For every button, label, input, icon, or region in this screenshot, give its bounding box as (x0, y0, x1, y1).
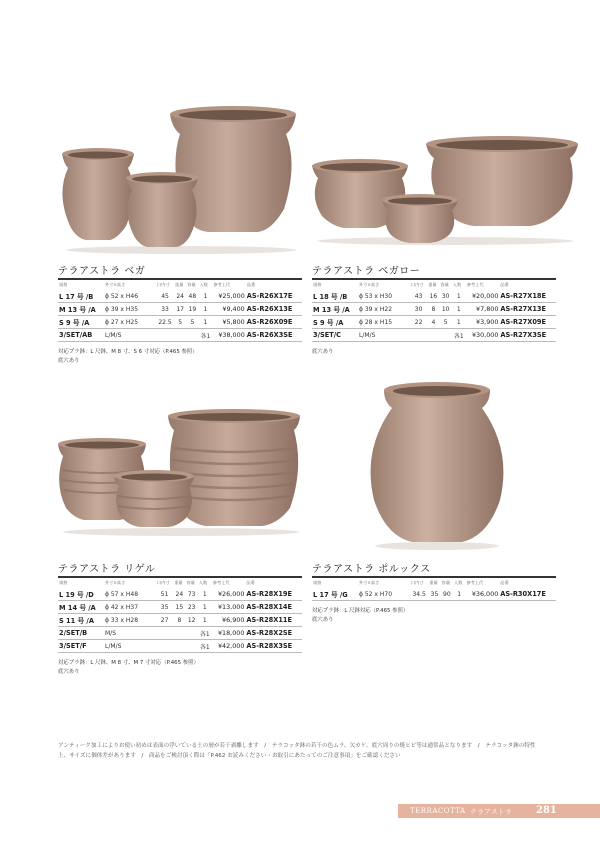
cell-size: L/M/S (104, 640, 156, 653)
cell-capacity: 5 (440, 316, 452, 329)
cell-price: ¥36,000 (465, 588, 499, 601)
product-title: テラアストラ リゲル (58, 560, 302, 578)
cell-qty: 各1 (198, 640, 212, 653)
cell-weight (173, 627, 185, 640)
cell-size: ϕ 28 x H15 (358, 316, 410, 329)
cell-grade: M 13 号 /A (58, 303, 104, 316)
cell-mouth: 43 (410, 290, 427, 303)
col-header: 規格 (313, 282, 322, 287)
col-header: 口内寸 (157, 580, 170, 585)
cell-price: ¥13,000 (212, 601, 246, 614)
cell-code: AS-R27X18E (499, 290, 556, 303)
cell-capacity: 48 (186, 290, 198, 303)
cell-qty: 1 (198, 614, 212, 627)
cell-qty: 各1 (198, 329, 212, 342)
product-photo-pollux (362, 380, 512, 550)
product-note (58, 659, 302, 677)
cell-price: ¥3,900 (466, 316, 500, 329)
cell-grade: M 13 号 /A (312, 303, 358, 316)
product-title: テラアストラ ベガ (58, 262, 302, 280)
page-number: 281 (536, 805, 557, 816)
cell-weight (174, 329, 186, 342)
table-header-row (58, 578, 302, 588)
cell-grade: L 18 号 /B (312, 290, 358, 303)
product-rigel (58, 560, 302, 677)
cell-price: ¥25,000 (212, 290, 245, 303)
table-header-row (312, 578, 556, 588)
cell-size: ϕ 52 x H46 (104, 290, 156, 303)
cell-price: ¥9,400 (212, 303, 245, 316)
product-photo-rigel (56, 408, 306, 536)
product-note (312, 348, 556, 357)
cell-price: ¥5,800 (212, 316, 245, 329)
col-header: 品番 (500, 282, 509, 287)
cell-grade: L 17 号 /G (312, 588, 358, 601)
col-header: 規格 (313, 580, 322, 585)
product-photo-vega (58, 104, 304, 254)
cell-weight: 35 (428, 588, 440, 601)
table-row (312, 290, 556, 303)
cell-price: ¥26,000 (212, 588, 246, 601)
cell-weight: 24 (173, 588, 185, 601)
col-header: 品番 (246, 282, 256, 287)
cell-mouth: 27 (156, 614, 173, 627)
col-header: 品番 (500, 580, 509, 585)
col-header: 口内寸 (411, 282, 424, 287)
table-row (58, 329, 302, 342)
cell-qty: 1 (453, 588, 465, 601)
col-header: 外寸×高さ (359, 282, 380, 287)
footer-notice: アンティーク加工によりお使い初めは表面の浮いている土の層が若干剥離します / テラコッタ鉢の若干の色ムラ、欠カケ、底穴周りの焼ヒビ等は通常品となります / テラコッタ鉢の特性上、サイズに個体差があります / 商品をご検討頂く際は「P.462 お読みください・お取引にあたってのご注意事項」をご確認ください (58, 743, 536, 759)
cell-price: ¥6,900 (212, 614, 246, 627)
cell-size: ϕ 53 x H30 (358, 290, 410, 303)
cell-mouth: 45 (156, 290, 174, 303)
cell-qty: 1 (198, 316, 212, 329)
col-header: 外寸×高さ (359, 580, 380, 585)
cell-size: ϕ 57 x H48 (104, 588, 156, 601)
cell-price: ¥30,000 (466, 329, 500, 342)
cell-grade: S 11 号 /A (58, 614, 104, 627)
cell-size: ϕ 39 x H22 (358, 303, 410, 316)
product-vega (58, 262, 302, 366)
col-header: 参考上代 (212, 580, 230, 585)
col-header: 容量 (440, 282, 449, 287)
cell-code: AS-R30X17E (499, 588, 556, 601)
drain-hole-note: 底穴あり (58, 669, 80, 675)
drain-hole-note: 底穴あり (312, 617, 334, 623)
cell-size: L/M/S (358, 329, 410, 342)
cell-code: AS-R28X11E (245, 614, 302, 627)
cell-price: ¥18,000 (212, 627, 246, 640)
cell-code: AS-R27X3SE (499, 329, 556, 342)
col-header: 規格 (59, 282, 68, 287)
cell-qty: 1 (452, 316, 466, 329)
product-note (312, 607, 556, 625)
cell-capacity: 90 (441, 588, 453, 601)
drain-hole-note: 底穴あり (312, 349, 334, 355)
cell-weight (427, 329, 439, 342)
product-vega-low (312, 262, 556, 357)
cell-weight (173, 640, 185, 653)
table-header-row (58, 280, 302, 290)
cell-grade: M 14 号 /A (58, 601, 104, 614)
product-title: テラアストラ ポルックス (312, 560, 556, 578)
col-header: 重量 (174, 580, 183, 585)
cell-capacity: 19 (186, 303, 198, 316)
cell-mouth (156, 329, 174, 342)
cell-code: AS-R26X3SE (246, 329, 302, 342)
cell-qty: 1 (198, 303, 212, 316)
col-header: 参考上代 (213, 282, 231, 287)
cell-code: AS-R26X09E (246, 316, 302, 329)
cell-code: AS-R26X13E (246, 303, 302, 316)
spec-table (312, 578, 556, 601)
product-note (58, 348, 302, 366)
col-header: 入数 (454, 580, 463, 585)
cell-code: AS-R28X19E (245, 588, 302, 601)
col-header: 入数 (198, 580, 208, 585)
cell-weight: 15 (173, 601, 185, 614)
cell-weight: 16 (427, 290, 439, 303)
cell-capacity (186, 627, 198, 640)
col-header: 容量 (186, 580, 195, 585)
cell-price: ¥20,000 (466, 290, 500, 303)
cell-price: ¥38,000 (212, 329, 245, 342)
cell-size: ϕ 27 x H25 (104, 316, 156, 329)
cell-weight: 8 (427, 303, 439, 316)
compat-note: 対応プラ鉢：L 尺鉢、M 8 寸、M 7 寸対応（P.465 参照） (58, 660, 199, 666)
cell-qty: 1 (198, 290, 212, 303)
cell-code: AS-R28X14E (245, 601, 302, 614)
spec-table (312, 280, 556, 342)
cell-size: ϕ 42 x H37 (104, 601, 156, 614)
cell-mouth: 34.5 (410, 588, 428, 601)
table-row (58, 640, 302, 653)
cell-capacity: 5 (186, 316, 198, 329)
cell-capacity: 10 (440, 303, 452, 316)
table-row (58, 627, 302, 640)
cell-weight: 5 (174, 316, 186, 329)
cell-mouth: 51 (156, 588, 173, 601)
cell-size: M/S (104, 627, 156, 640)
cell-grade: 2/SET/B (58, 627, 104, 640)
table-row (312, 303, 556, 316)
cell-capacity: 23 (186, 601, 198, 614)
table-row (58, 316, 302, 329)
cell-code: AS-R27X09E (499, 316, 556, 329)
table-row (312, 329, 556, 342)
cell-qty: 1 (452, 290, 466, 303)
cell-size: ϕ 52 x H70 (358, 588, 410, 601)
col-header: 外寸×高さ (105, 580, 126, 585)
table-row (58, 303, 302, 316)
cell-weight: 24 (174, 290, 186, 303)
col-header: 外寸×高さ (105, 282, 126, 287)
cell-mouth: 22 (410, 316, 427, 329)
cell-weight: 8 (173, 614, 185, 627)
cell-weight: 4 (427, 316, 439, 329)
table-header-row (312, 280, 556, 290)
cell-size: ϕ 33 x H28 (104, 614, 156, 627)
cell-mouth (410, 329, 427, 342)
col-header: 規格 (59, 580, 68, 585)
col-header: 重量 (429, 580, 438, 585)
col-header: 入数 (452, 282, 462, 287)
product-title: テラアストラ ベガロー (312, 262, 556, 280)
product-photo-vega-low (310, 134, 580, 246)
cell-qty: 1 (198, 601, 212, 614)
series-label: テラアストラ (470, 808, 512, 816)
cell-mouth: 30 (410, 303, 427, 316)
cell-qty: 各1 (198, 627, 212, 640)
cell-capacity: 30 (440, 290, 452, 303)
cell-qty: 1 (452, 303, 466, 316)
cell-price: ¥42,000 (212, 640, 246, 653)
col-header: 参考上代 (466, 580, 484, 585)
compat-note: 対応プラ鉢：L 尺鉢対応（P.465 参照） (312, 608, 409, 614)
cell-grade: 3/SET/AB (58, 329, 104, 342)
table-row (58, 614, 302, 627)
cell-grade: L 19 号 /D (58, 588, 104, 601)
col-header: 容量 (441, 580, 451, 585)
cell-grade: 3/SET/F (58, 640, 104, 653)
spec-table (58, 578, 302, 653)
drain-hole-note: 底穴あり (58, 358, 80, 364)
col-header: 口内寸 (411, 580, 424, 585)
table-row (58, 601, 302, 614)
table-row (58, 588, 302, 601)
cell-capacity (186, 640, 198, 653)
cell-grade: S 9 号 /A (312, 316, 358, 329)
cell-grade: L 17 号 /B (58, 290, 104, 303)
col-header: 参考上代 (466, 282, 484, 287)
table-row (312, 316, 556, 329)
category-label: TERRACOTTA (410, 807, 466, 815)
spec-table (58, 280, 302, 342)
product-pollux (312, 560, 556, 625)
col-header: 重量 (428, 282, 437, 287)
cell-weight: 17 (174, 303, 186, 316)
cell-mouth (156, 627, 173, 640)
cell-mouth: 35 (156, 601, 173, 614)
cell-capacity: 73 (186, 588, 198, 601)
cell-qty: 1 (198, 588, 212, 601)
cell-code: AS-R27X13E (499, 303, 556, 316)
cell-code: AS-R26X17E (246, 290, 302, 303)
table-row (312, 588, 556, 601)
col-header: 入数 (199, 282, 208, 287)
cell-capacity (440, 329, 452, 342)
cell-code: AS-R28X2SE (245, 627, 302, 640)
cell-grade: 3/SET/C (312, 329, 358, 342)
cell-size: ϕ 39 x H35 (104, 303, 156, 316)
cell-capacity: 12 (186, 614, 198, 627)
col-header: 容量 (187, 282, 196, 287)
cell-mouth: 33 (156, 303, 174, 316)
col-header: 品番 (246, 580, 255, 585)
col-header: 重量 (175, 282, 184, 287)
cell-price: ¥7,800 (466, 303, 500, 316)
table-row (58, 290, 302, 303)
cell-code: AS-R28X3SE (245, 640, 302, 653)
cell-mouth (156, 640, 173, 653)
compat-note: 対応プラ鉢：L 尺鉢、M 8 寸、S 6 寸対応（P.465 参照） (58, 349, 198, 355)
cell-capacity (186, 329, 198, 342)
col-header: 口内寸 (157, 282, 170, 287)
cell-size: L/M/S (104, 329, 156, 342)
cell-qty: 各1 (452, 329, 466, 342)
cell-grade: S 9 号 /A (58, 316, 104, 329)
cell-mouth: 22.5 (156, 316, 174, 329)
